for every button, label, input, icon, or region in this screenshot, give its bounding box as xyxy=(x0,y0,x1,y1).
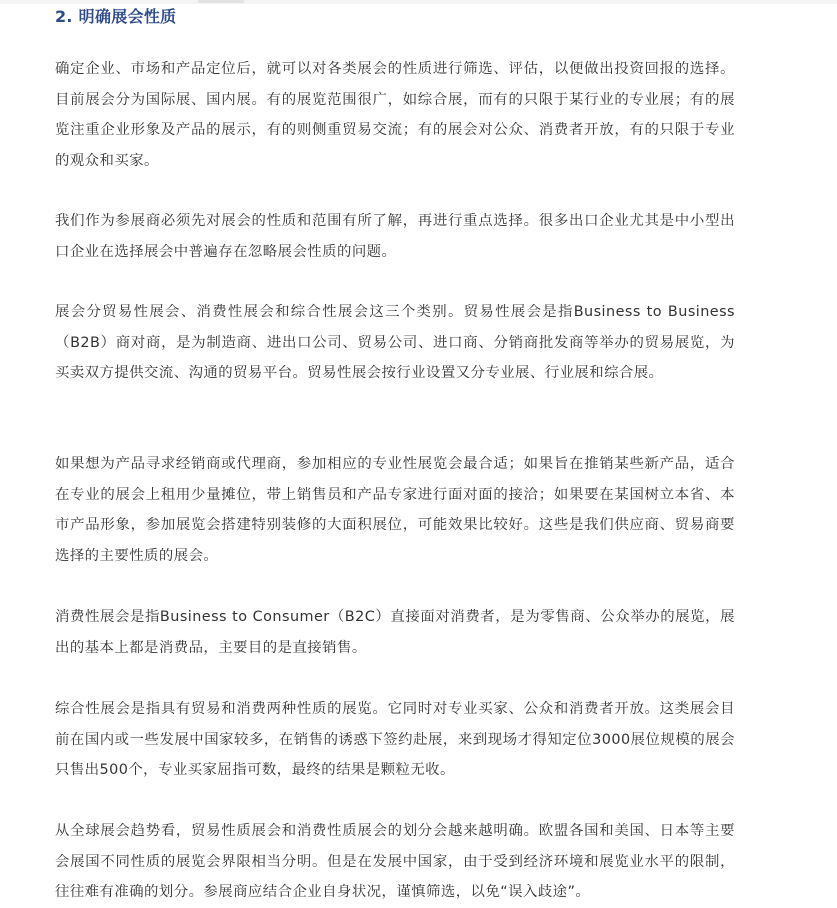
scroll-thumb[interactable] xyxy=(198,0,244,3)
top-scroll-strip xyxy=(0,0,837,4)
paragraph-three-categories: 展会分贸易性展会、消费性展会和综合性展会这三个类别。贸易性展会是指Business to Business（B2B）商对商，是为制造商、进出口公司、贸易公司、进口商、分销商批发商等举办的贸易展览，为买卖双方提供交流、沟通的贸易平台。贸易性展会按行业设置又分专业展、行业展和综合展。 xyxy=(55,304,735,382)
paragraph-exhibitor-awareness: 我们作为参展商必须先对展会的性质和范围有所了解，再进行重点选择。很多出口企业尤其是中小型出口企业在选择展会中普遍存在忽略展会性质的问题。 xyxy=(55,213,735,260)
paragraph-choosing-by-goal: 如果想为产品寻求经销商或代理商，参加相应的专业性展览会最合适；如果旨在推销某些新产品，适合在专业的展会上租用少量摊位，带上销售员和产品专家进行面对面的接洽；如果要在某国树立本省、本市产品形象，参加展览会搭建特别装修的大面积展位，可能效果比较好。这些是我们供应商、贸易商要选择的主要性质的展会。 xyxy=(55,456,735,564)
paragraph-comprehensive-shows: 综合性展会是指具有贸易和消费两种性质的展览。它同时对专业买家、公众和消费者开放。这类展会目前在国内或一些发展中国家较多，在销售的诱惑下签约赴展，来到现场才得知定位3000展位规模的展会只售出500个，专业买家屈指可数，最终的结果是颗粒无收。 xyxy=(55,701,735,779)
paragraph-exhibition-types: 确定企业、市场和产品定位后，就可以对各类展会的性质进行筛选、评估，以便做出投资回报的选择。目前展会分为国际展、国内展。有的展览范围很广，如综合展，而有的只限于某行业的专业展；有的展览注重企业形象及产品的展示，有的则侧重贸易交流；有的展会对公众、消费者开放，有的只限于专业的观众和买家。 xyxy=(55,61,735,169)
paragraph-global-trend: 从全球展会趋势看，贸易性质展会和消费性质展会的划分会越来越明确。欧盟各国和美国、日本等主要会展国不同性质的展览会界限相当分明。但是在发展中国家，由于受到经济环境和展览业水平的限制，往往难有准确的划分。参展商应结合企业自身状况，谨慎筛选，以免“误入歧途”。 xyxy=(55,823,735,901)
section-heading: 2. 明确展会性质 xyxy=(55,7,177,26)
paragraph-consumer-shows: 消费性展会是指Business to Consumer（B2C）直接面对消费者，是为零售商、公众举办的展览，展出的基本上都是消费品，主要目的是直接销售。 xyxy=(55,609,735,656)
